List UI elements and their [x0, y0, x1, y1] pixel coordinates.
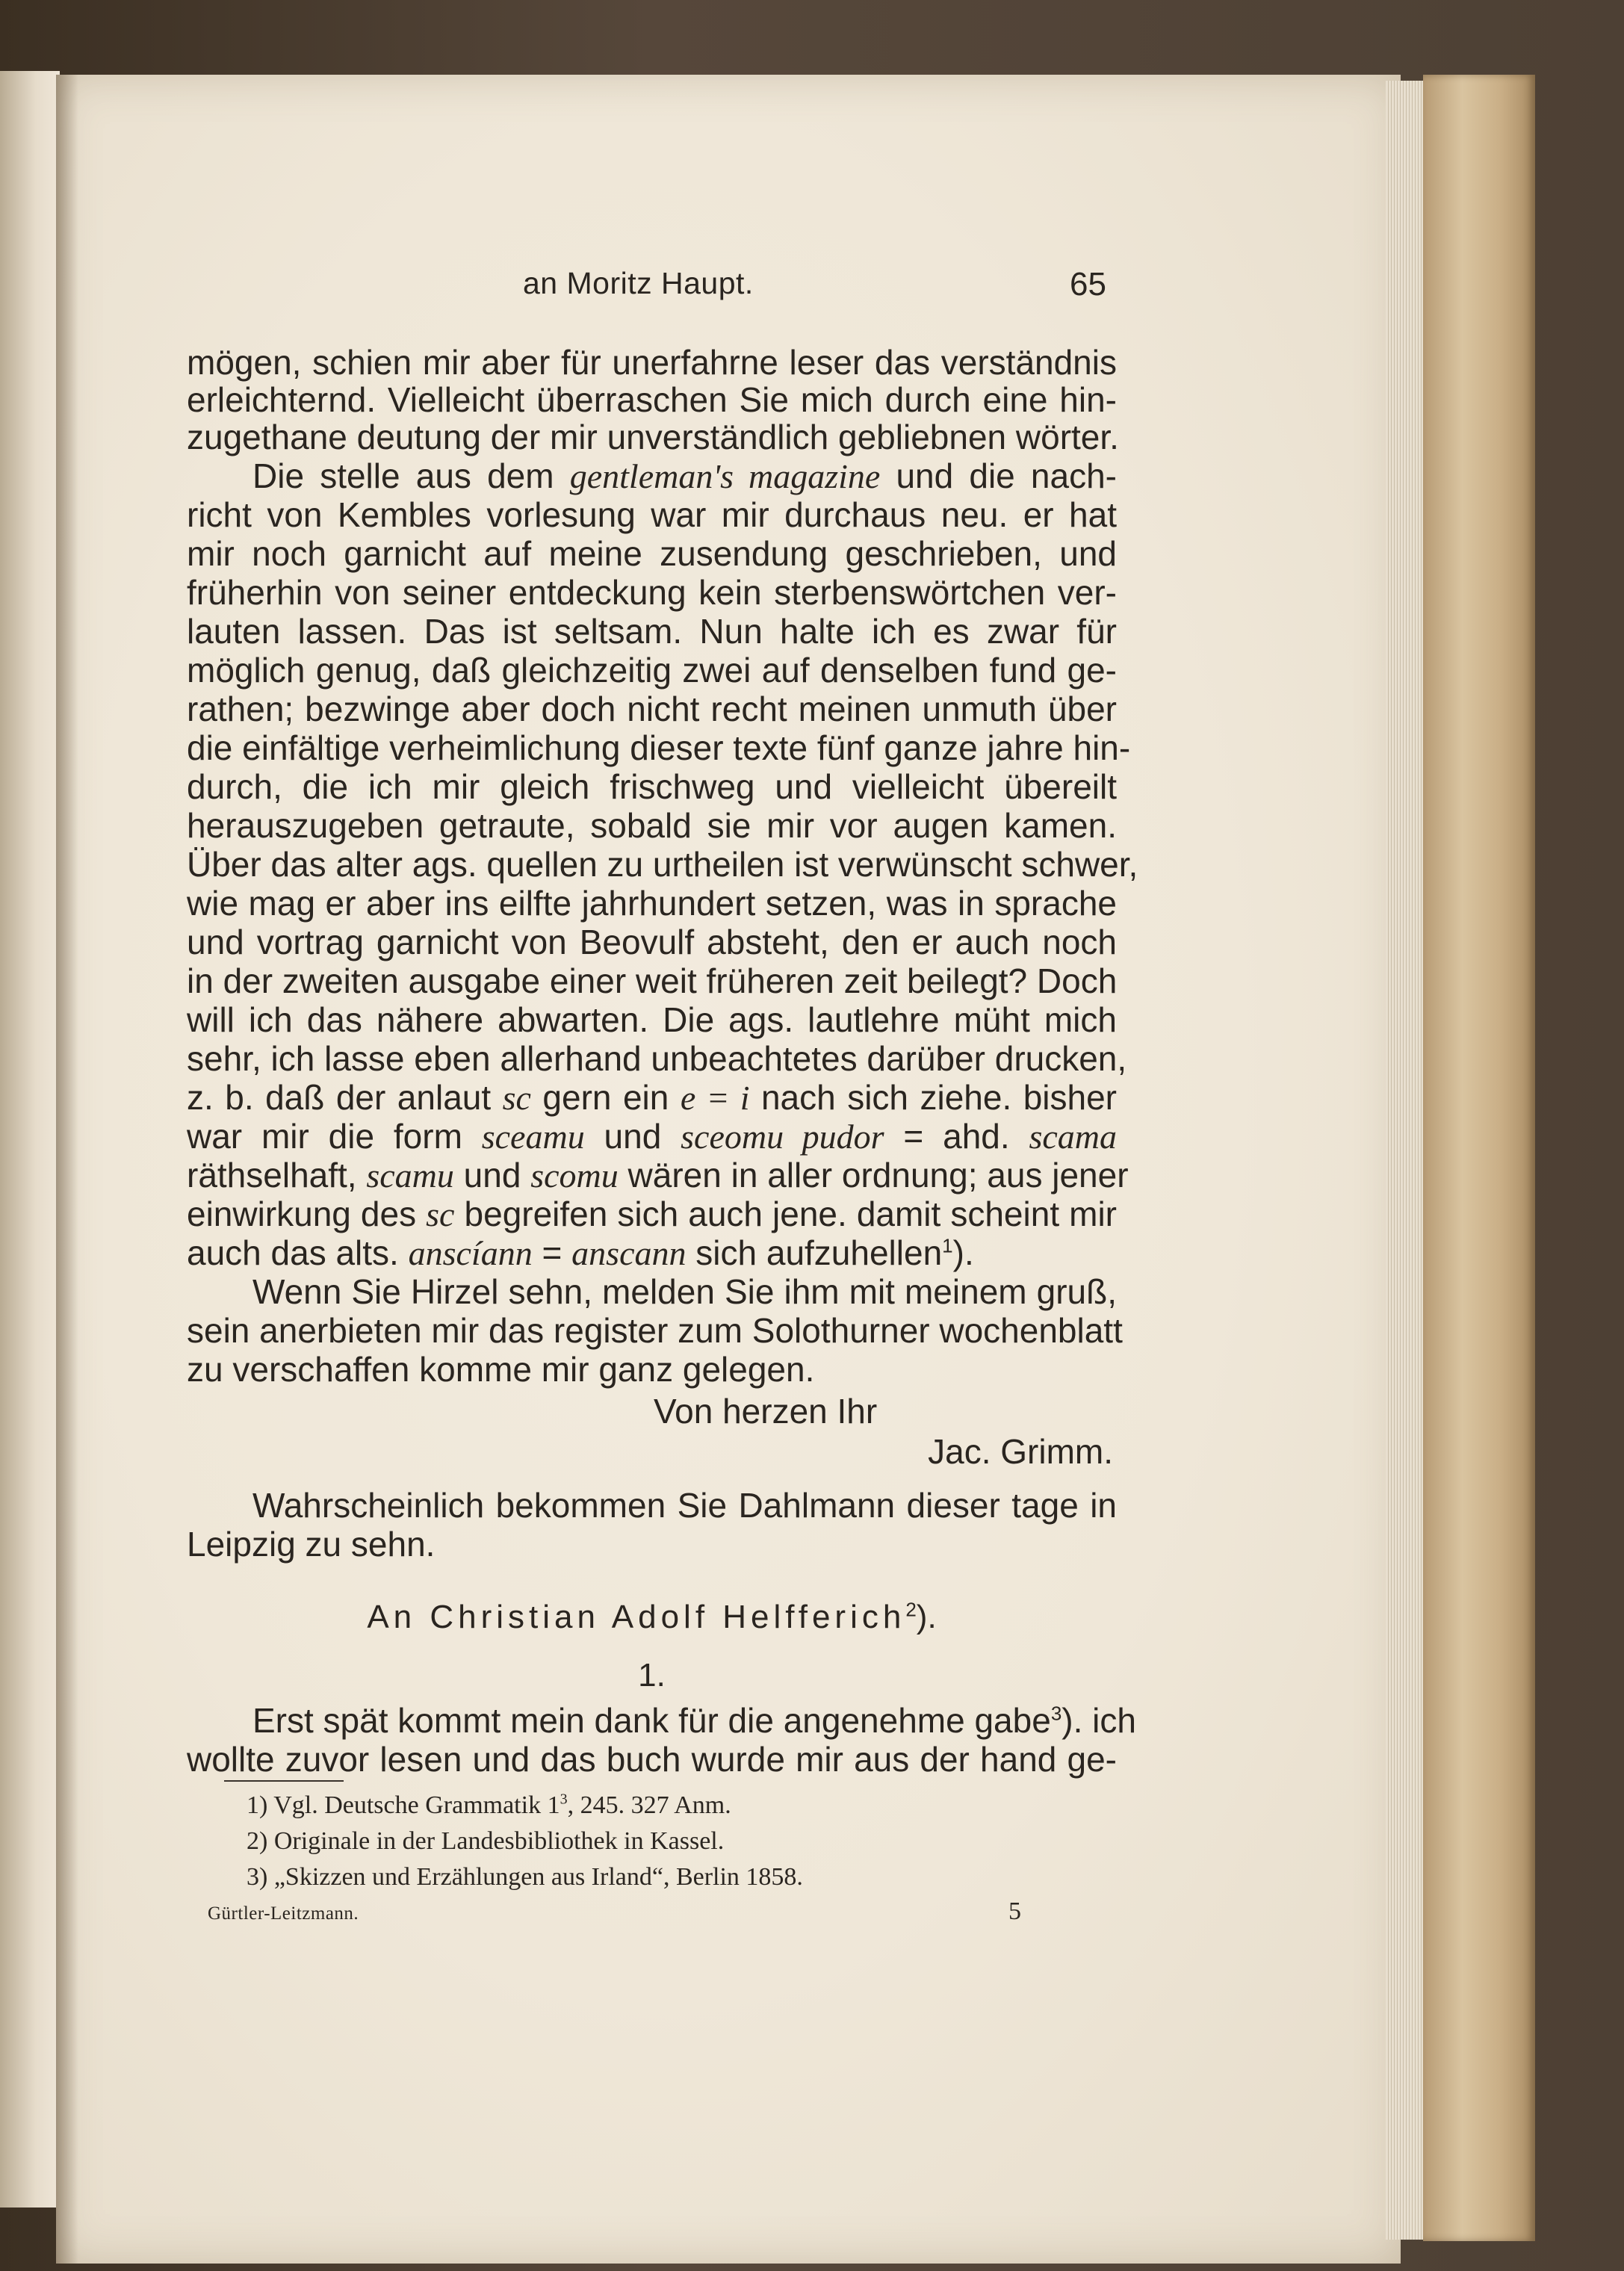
- text-span: =: [532, 1233, 572, 1272]
- italic-word: scama: [1029, 1118, 1118, 1156]
- italic-word: anscann: [571, 1234, 687, 1272]
- text-line: [187, 1079, 1117, 1117]
- text-span: nach sich ziehe. bisher: [749, 1078, 1117, 1117]
- text-line: wollte zuvor lesen und das buch wurde mir aus der hand ge-: [187, 1740, 1117, 1779]
- footnote-ref: 1: [942, 1234, 953, 1257]
- text-span: begreifen sich auch jene. damit scheint mir: [454, 1195, 1118, 1233]
- text-span: einwirkung des: [187, 1195, 427, 1233]
- text-line: [187, 457, 1117, 495]
- text-line: durch, die ich mir gleich frischweg und vielleicht übereilt: [187, 767, 1117, 806]
- text-line: will ich das nähere abwarten. Die ags. lautlehre müht mich: [187, 1000, 1117, 1039]
- footnote-ref: 3: [1050, 1702, 1062, 1725]
- italic-word: e = i: [680, 1079, 750, 1117]
- text-line: [187, 1118, 1117, 1156]
- text-span: Erst spät kommt mein dank für die angenehme gabe: [252, 1701, 1051, 1740]
- heading-text: ).: [916, 1599, 937, 1635]
- footnote: [247, 1863, 803, 1892]
- text-span: wären in aller ordnung; aus jener: [618, 1156, 1129, 1195]
- text-span: räthselhaft,: [187, 1156, 367, 1195]
- text-span: ).: [952, 1233, 974, 1272]
- text-span: und: [453, 1156, 531, 1195]
- footnote-number: 1): [247, 1791, 268, 1819]
- text-line: [187, 1234, 1117, 1272]
- text-line: zugethane deutung der mir unverständlich gebliebnen wörter.: [187, 418, 1119, 456]
- text-span: z. b. daß der anlaut: [187, 1078, 503, 1117]
- text-line: erleichternd. Vielleicht überraschen Sie mich durch eine hin-: [187, 380, 1117, 419]
- text-span: = ahd.: [884, 1117, 1029, 1156]
- section-number: 1.: [638, 1657, 666, 1694]
- text-line: [187, 1195, 1117, 1233]
- page-number: 65: [1070, 266, 1106, 303]
- footnote-text: „Skizzen und Erzählungen aus Irland“, Berlin 1858.: [273, 1863, 803, 1891]
- superscript: 3: [560, 1791, 568, 1808]
- italic-word: scomu: [530, 1156, 619, 1195]
- footnote-text: Originale in der Landesbibliothek in Kassel.: [273, 1827, 725, 1855]
- text-line: Leipzig zu sehn.: [187, 1525, 436, 1564]
- letter-heading: [187, 1599, 1117, 1636]
- italic-word: sc: [502, 1079, 531, 1117]
- text-line: richt von Kembles vorlesung war mir durchaus neu. er hat: [187, 495, 1117, 534]
- text-line: früherhin von seiner entdeckung kein sterbenswörtchen ver-: [187, 573, 1117, 612]
- text-line: Wenn Sie Hirzel sehn, melden Sie ihm mit meinem gruß,: [252, 1272, 1117, 1311]
- signature: Jac. Grimm.: [928, 1432, 1113, 1471]
- footnote-text: Vgl. Deutsche Grammatik 1: [273, 1791, 560, 1819]
- text-span: und: [584, 1117, 681, 1156]
- italic-word: anscíann: [408, 1234, 533, 1272]
- italic-word: sc: [426, 1195, 455, 1233]
- italic-word: sceamu: [481, 1118, 585, 1156]
- text-line: [187, 1156, 1129, 1195]
- italic-word: sceomu pudor: [681, 1118, 884, 1156]
- text-line: sehr, ich lasse eben allerhand unbeachtetes darüber drucken,: [187, 1039, 1127, 1078]
- footnote: [247, 1791, 731, 1820]
- italic-word: scamu: [366, 1156, 454, 1195]
- text-line: möglich genug, daß gleichzeitig zwei auf denselben fund ge-: [187, 651, 1117, 690]
- heading-text: An Christian Adolf Helfferich: [367, 1599, 906, 1635]
- footnote: [247, 1827, 724, 1856]
- text-span: war mir die form: [187, 1117, 482, 1156]
- text-span: ). ich: [1062, 1701, 1136, 1740]
- footnote-ref: 2: [905, 1598, 917, 1621]
- closing-line: Von herzen Ihr: [654, 1392, 878, 1431]
- text-line: zu verschaffen komme mir ganz gelegen.: [187, 1350, 815, 1389]
- text-span: auch das alts.: [187, 1233, 409, 1272]
- text-span: gern ein: [530, 1078, 681, 1117]
- signature-mark-left: Gürtler-Leitzmann.: [208, 1903, 359, 1924]
- footnote-number: 3): [247, 1863, 268, 1891]
- text-line: die einfältige verheimlichung dieser texte fünf ganze jahre hin-: [187, 728, 1131, 767]
- text-line: Wahrscheinlich bekommen Sie Dahlmann dieser tage in: [252, 1486, 1117, 1525]
- footnote-text: , 245. 327 Anm.: [567, 1791, 731, 1819]
- footnote-number: 2): [247, 1827, 268, 1855]
- text-line: [187, 1701, 1136, 1740]
- text-line: rathen; bezwinge aber doch nicht recht meinen unmuth über: [187, 690, 1117, 728]
- text-line: Über das alter ags. quellen zu urtheilen ist verwünscht schwer,: [187, 845, 1138, 884]
- running-head: an Moritz Haupt.: [523, 266, 754, 300]
- italic-title: gentleman's magazine: [569, 457, 881, 495]
- footnote-rule: [224, 1780, 344, 1782]
- text-line: lauten lassen. Das ist seltsam. Nun halte ich es zwar für: [187, 612, 1117, 651]
- text-line: herauszugeben getraute, sobald sie mir vor augen kamen.: [187, 806, 1117, 845]
- signature-mark-right: 5: [1008, 1897, 1021, 1925]
- text-line: wie mag er aber ins eilfte jahrhundert setzen, was in sprache: [187, 884, 1117, 923]
- text-span: und die nach-: [880, 456, 1117, 495]
- text-line: mögen, schien mir aber für unerfahrne leser das verständnis: [187, 343, 1117, 382]
- text-span: sich aufzuhellen: [686, 1233, 943, 1272]
- text-line: sein anerbieten mir das register zum Solothurner wochenblatt: [187, 1311, 1123, 1350]
- text-line: mir noch garnicht auf meine zusendung geschrieben, und: [187, 534, 1117, 573]
- text-line: in der zweiten ausgabe einer weit früheren zeit beilegt? Doch: [187, 961, 1118, 1000]
- text-span: Die stelle aus dem: [252, 456, 570, 495]
- text-line: und vortrag garnicht von Beovulf absteht, den er auch noch: [187, 923, 1117, 961]
